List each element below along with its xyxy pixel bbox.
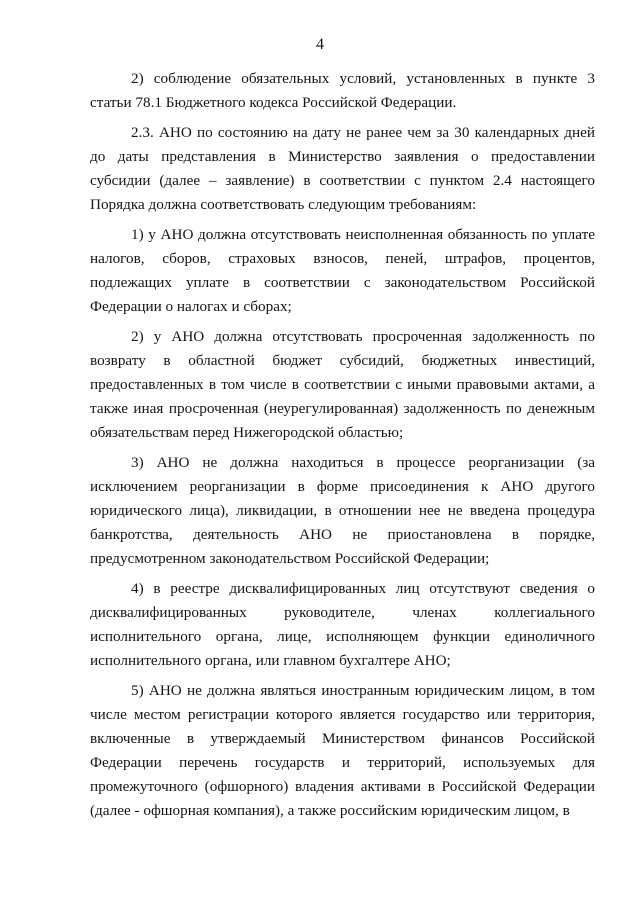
page-number: 4 bbox=[316, 36, 324, 53]
paragraph-6: 4) в реестре дисквалифицированных лиц отсутствуют сведения о дисквалифицированных руководителе, членах коллегиального исполнительного органа, лице, исполняющем функции единоличного исполнительного органа, или главном бухгалтере АНО; bbox=[90, 580, 595, 669]
paragraph-3: 1) у АНО должна отсутствовать неисполненная обязанность по уплате налогов, сборов, страховых взносов, пеней, штрафов, процентов, подлежащих уплате в соответствии с законодательством Российской Федерации о налогах и сборах; bbox=[90, 226, 595, 315]
document-body bbox=[90, 67, 595, 829]
paragraph-4: 2) у АНО должна отсутствовать просроченная задолженность по возврату в областной бюджет субсидий, бюджетных инвестиций, предоставленных в том числе в соответствии с иными правовыми актами, а также иная просроченная (неурегулированная) задолженность по денежным обязательствам перед Нижегородской областью; bbox=[90, 328, 595, 441]
paragraph-7: 5) АНО не должна являться иностранным юридическим лицом, в том числе местом регистрации которого является государство или территория, включенные в утверждаемый Министерством финансов Российской Федерации перечень государств и территорий, используемых для промежуточного (офшорного) владения активами в Российской Федерации (далее - офшорная компания), а также российским юридическим лицом, в bbox=[90, 682, 595, 819]
paragraph-5: 3) АНО не должна находиться в процессе реорганизации (за исключением реорганизации в форме присоединения к АНО другого юридического лица), ликвидации, в отношении нее не введена процедура банкротства, деятельность АНО не приостановлена в порядке, предусмотренном законодательством Российской Федерации; bbox=[90, 454, 595, 567]
paragraph-1: 2) соблюдение обязательных условий, установленных в пункте 3 статьи 78.1 Бюджетного кодекса Российской Федерации. bbox=[90, 70, 595, 111]
paragraph-2: 2.3. АНО по состоянию на дату не ранее чем за 30 календарных дней до даты представления в Министерство заявления о предоставлении субсидии (далее – заявление) в соответствии с пунктом 2.4 настоящего Порядка должна соответствовать следующим требованиям: bbox=[90, 124, 595, 213]
